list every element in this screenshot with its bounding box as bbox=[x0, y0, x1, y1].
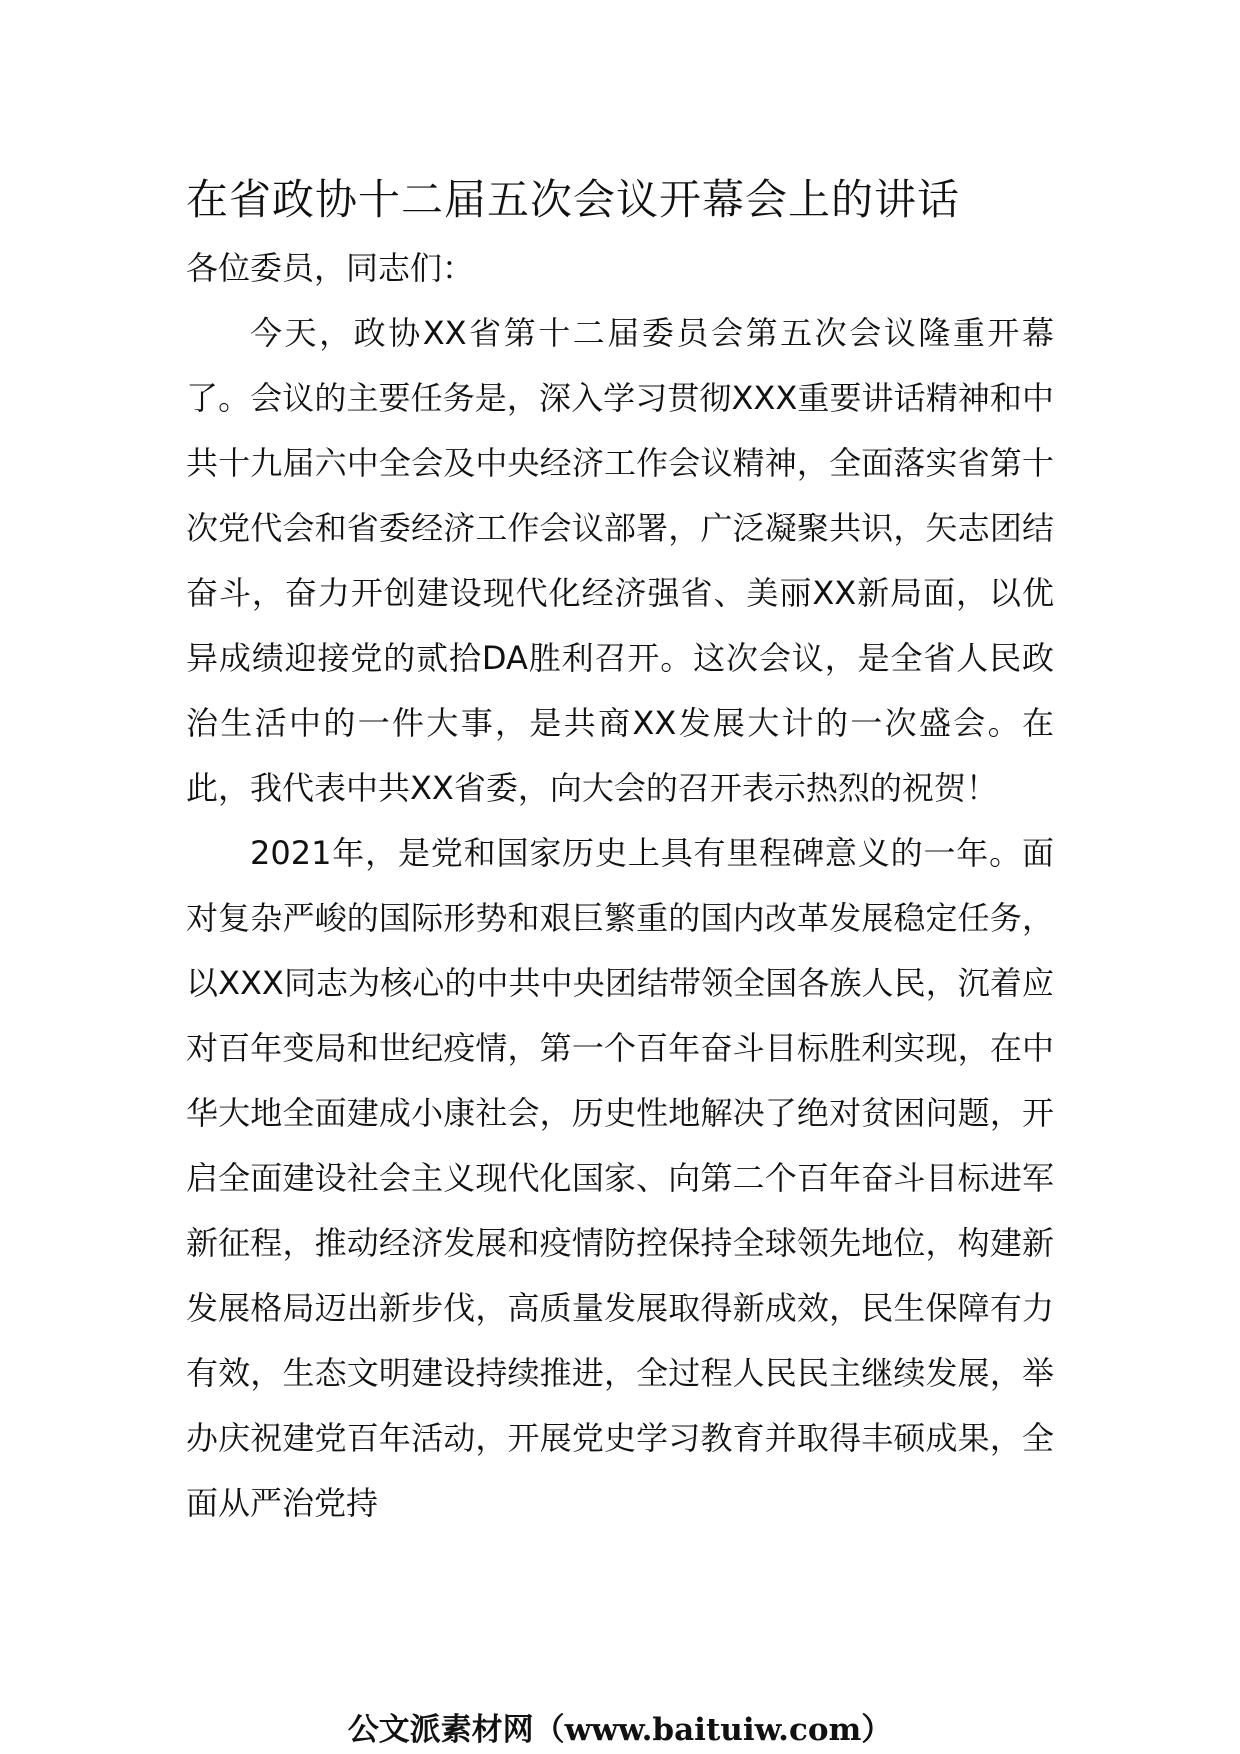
document-body bbox=[186, 236, 1054, 1536]
document-title: 在省政协十二届五次会议开幕会上的讲话 bbox=[186, 175, 961, 224]
salutation: 各位委员，同志们： bbox=[186, 249, 475, 287]
paragraph-1: 今天，政协XX省第十二届委员会第五次会议隆重开幕了。会议的主要任务是，深入学习贯彻XXX重要讲话精神和中共十九届六中全会及中央经济工作会议精神，全面落实省第十次党代会和省委经济工作会议部署，广泛凝聚共识，矢志团结奋斗，奋力开创建设现代化经济强省、美丽XX新局面，以优异成绩迎接党的贰拾DA胜利召开。这次会议，是全省人民政治生活中的一件大事，是共商XX发展大计的一次盛会。在此，我代表中共XX省委，向大会的召开表示热烈的祝贺！ bbox=[186, 314, 1054, 807]
paragraph-2: 2021年，是党和国家历史上具有里程碑意义的一年。面对复杂严峻的国际形势和艰巨繁重的国内改革发展稳定任务，以XXX同志为核心的中共中央团结带领全国各族人民，沉着应对百年变局和世纪疫情，第一个百年奋斗目标胜利实现，在中华大地全面建成小康社会，历史性地解决了绝对贫困问题，开启全面建设社会主义现代化国家、向第二个百年奋斗目标进军新征程，推动经济发展和疫情防控保持全球领先地位，构建新发展格局迈出新步伐，高质量发展取得新成效，民生保障有力有效，生态文明建设持续推进，全过程人民民主继续发展，举办庆祝建党百年活动，开展党史学习教育并取得丰硕成果，全面从严治党持 bbox=[186, 834, 1054, 1522]
footer-watermark: 公文派素材网（www.baituiw.com） bbox=[347, 1712, 893, 1748]
